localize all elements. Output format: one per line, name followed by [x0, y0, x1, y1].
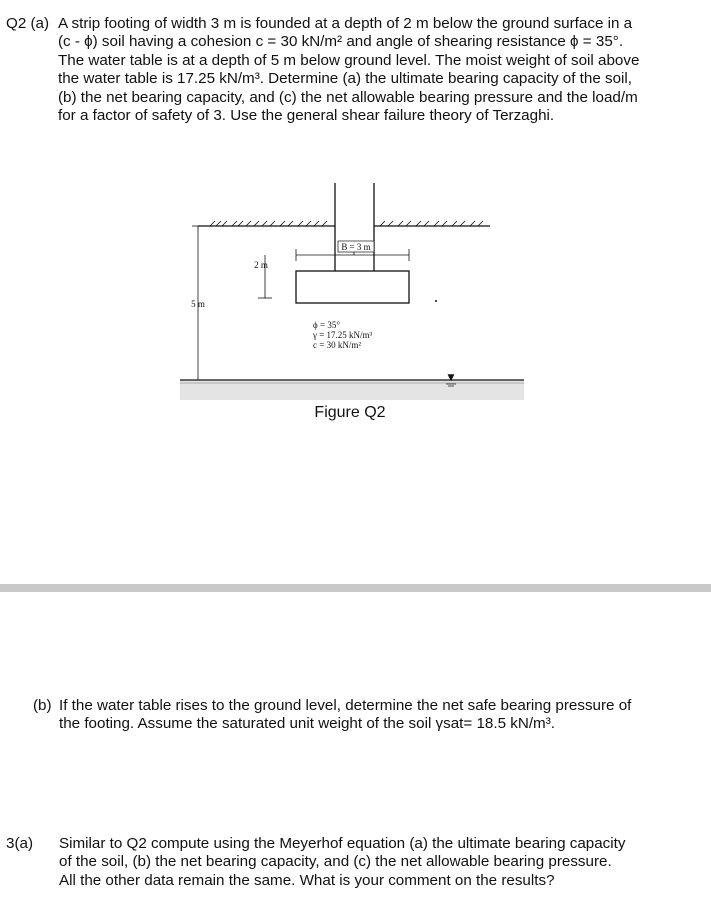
section-divider — [0, 584, 711, 592]
footing-slab — [296, 271, 409, 303]
text-line: A strip footing of width 3 m is founded at a depth of 2 m below the ground surface in a — [58, 15, 633, 32]
question-text — [59, 835, 709, 890]
marker-dot — [435, 300, 437, 302]
column — [335, 183, 374, 271]
text-line: If the water table rises to the ground level, determine the net safe bearing pressure of — [59, 697, 632, 714]
width-label: B = 3 m — [341, 242, 371, 252]
text-line: Similar to Q2 compute using the Meyerhof equation (a) the ultimate bearing capacity — [59, 835, 626, 852]
footing-depth-label: 2 m — [254, 260, 268, 270]
water-table-depth-label: 5 m — [191, 299, 205, 309]
text-line: (b) the net bearing capacity, and (c) the net allowable bearing pressure and the load/m — [58, 88, 638, 106]
phi-label: ϕ = 35° — [313, 320, 340, 330]
question-number: 3(a) — [6, 835, 34, 852]
cohesion-label: c = 30 kN/m² — [313, 340, 362, 350]
water-table-symbol: ▼ — [447, 373, 455, 383]
text-line: The water table is at a depth of 5 m below ground level. The moist weight of soil above — [58, 51, 640, 69]
text-line: the footing. Assume the saturated unit weight of the soil γsat= 18.5 kN/m³. — [59, 715, 555, 733]
question-text — [59, 697, 709, 734]
gamma-label: γ = 17.25 kN/m³ — [313, 330, 373, 340]
ground-hatching — [210, 221, 483, 226]
text-line: of the soil, (b) the net bearing capacity, and (c) the net allowable bearing pressure. — [59, 853, 612, 871]
figure-caption: Figure Q2 — [314, 404, 386, 421]
text-line: the water table is 17.25 kN/m³. Determine (a) the ultimate bearing capacity of the soil, — [58, 70, 633, 88]
footing-diagram — [170, 175, 540, 410]
question-text — [58, 15, 708, 125]
text-line: All the other data remain the same. What is your comment on the results? — [59, 871, 555, 889]
question-number: Q2 (a) — [6, 15, 50, 32]
question-number: (b) — [33, 697, 52, 714]
text-line: for a factor of safety of 3. Use the general shear failure theory of Terzaghi. — [58, 107, 555, 125]
text-line: (c - ϕ) soil having a cohesion c = 30 kN/m² and angle of shearing resistance ϕ = 35°. — [58, 33, 624, 51]
